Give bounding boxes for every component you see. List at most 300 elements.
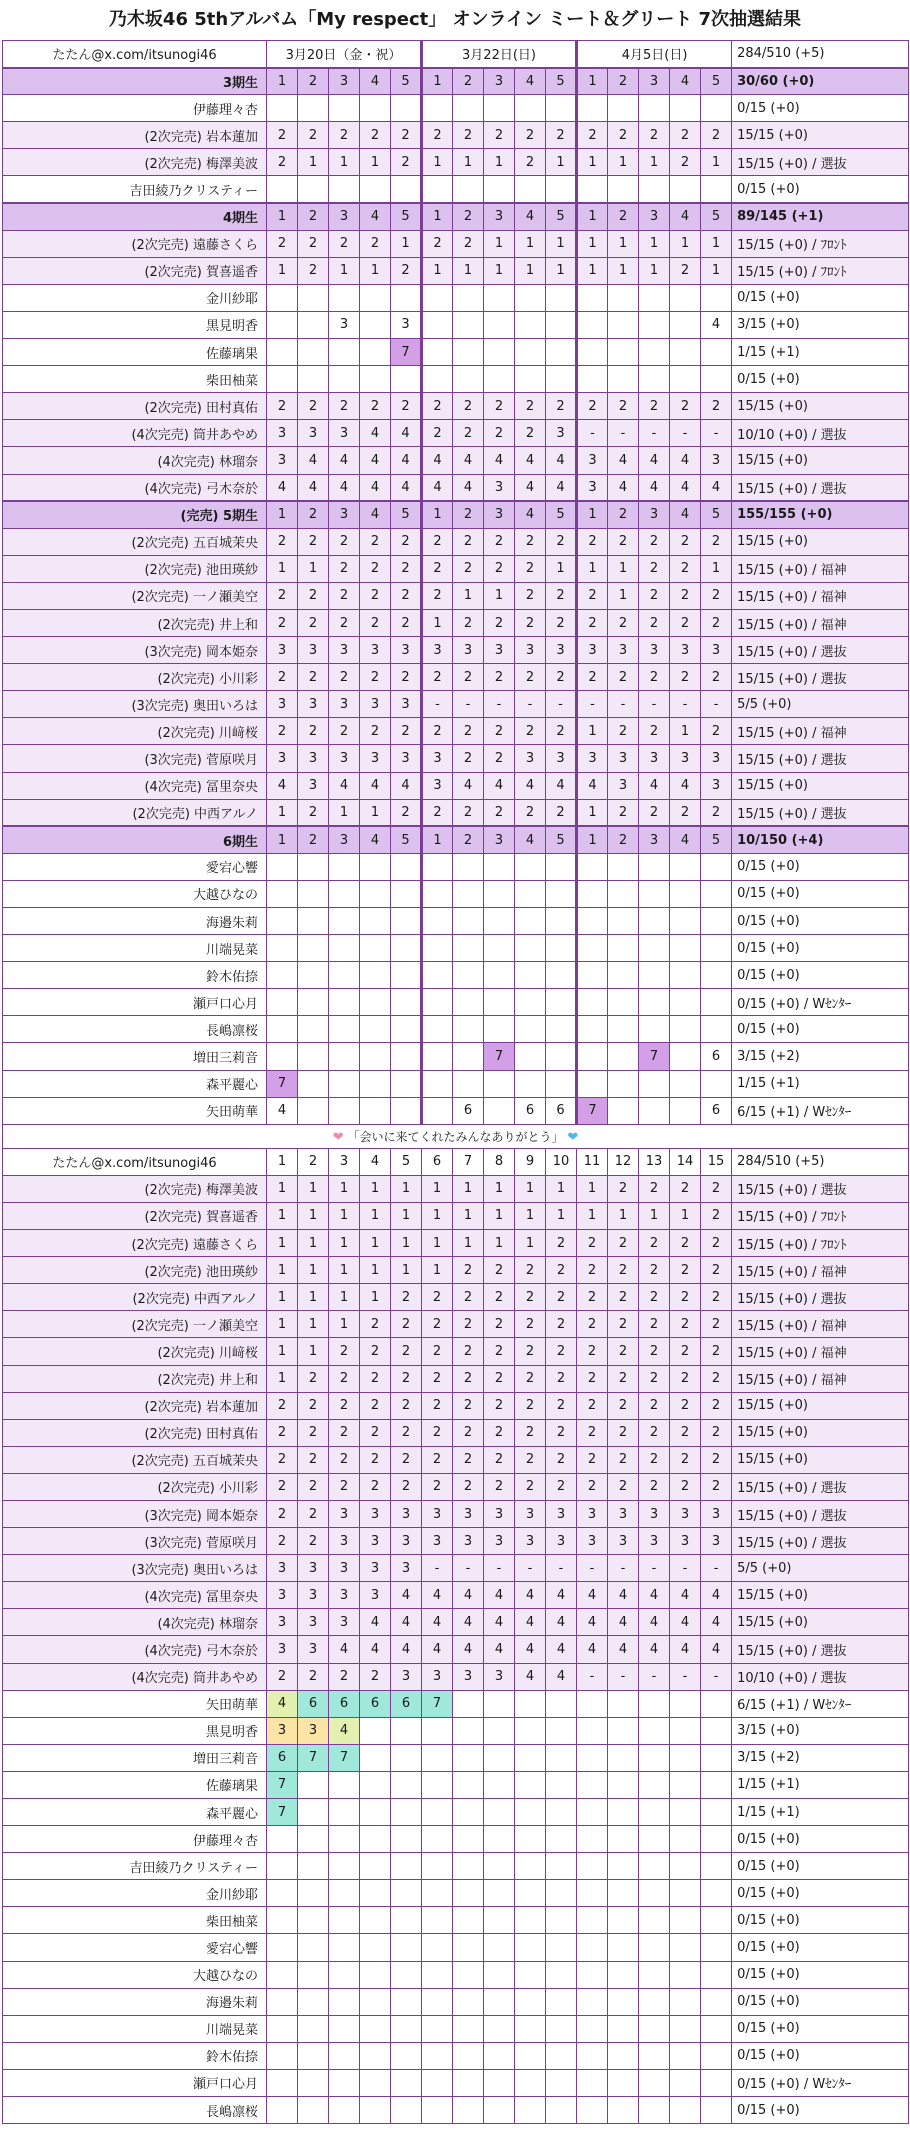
member-row bbox=[3, 1609, 909, 1636]
slot-cell: 2 bbox=[453, 1392, 484, 1419]
slot-cell bbox=[329, 1988, 360, 2015]
slot-cell: 2 bbox=[329, 555, 360, 582]
slot-cell bbox=[670, 853, 701, 880]
slot-cell: 6 bbox=[267, 1744, 298, 1771]
slot-cell: 1 bbox=[453, 257, 484, 284]
slot-cell bbox=[453, 908, 484, 935]
slot-cell: 2 bbox=[670, 1446, 701, 1473]
sales-status: 15/15 (+0) / ﾌﾛﾝﾄ bbox=[732, 230, 909, 257]
slot-cell: 2 bbox=[391, 1311, 422, 1338]
slot-cell: 2 bbox=[360, 1338, 391, 1365]
sales-status: 1/15 (+1) bbox=[732, 339, 909, 366]
slot-cell: 3 bbox=[639, 501, 670, 528]
slot-cell bbox=[453, 1961, 484, 1988]
slot-cell bbox=[546, 311, 577, 338]
member-name: (4次完売) 弓木奈於 bbox=[3, 1636, 267, 1663]
slot-cell bbox=[639, 962, 670, 989]
slot-cell bbox=[515, 1988, 546, 2015]
slot-cell: 2 bbox=[298, 826, 329, 853]
slot-cell bbox=[329, 989, 360, 1016]
slot-cell: - bbox=[546, 691, 577, 718]
slot-cell: 4 bbox=[267, 1690, 298, 1717]
member-row bbox=[3, 1016, 909, 1043]
slot-cell: 4 bbox=[391, 772, 422, 799]
sales-status: 15/15 (+0) bbox=[732, 447, 909, 474]
member-row bbox=[3, 2097, 909, 2124]
member-name: 4期生 bbox=[3, 203, 267, 230]
slot-cell: 7 bbox=[267, 1070, 298, 1097]
slot-number: 14 bbox=[670, 1148, 701, 1175]
slot-cell: 2 bbox=[608, 1446, 639, 1473]
slot-cell: 3 bbox=[453, 1500, 484, 1527]
slot-cell: - bbox=[670, 691, 701, 718]
slot-cell: 7 bbox=[577, 1097, 608, 1124]
slot-cell: 2 bbox=[422, 582, 453, 609]
slot-cell bbox=[484, 339, 515, 366]
slot-cell: - bbox=[577, 1663, 608, 1690]
slot-cell: 1 bbox=[298, 1230, 329, 1257]
slot-cell bbox=[329, 2097, 360, 2124]
sales-status: 15/15 (+0) / 福神 bbox=[732, 609, 909, 636]
slot-cell: 1 bbox=[608, 257, 639, 284]
slot-cell bbox=[484, 853, 515, 880]
slot-cell: 3 bbox=[701, 1528, 732, 1555]
slot-cell bbox=[453, 366, 484, 393]
slot-cell: 2 bbox=[298, 718, 329, 745]
slot-cell: 1 bbox=[577, 230, 608, 257]
slot-cell: - bbox=[577, 1555, 608, 1582]
slot-cell: 2 bbox=[701, 718, 732, 745]
order-header-row bbox=[3, 1148, 909, 1175]
sales-status: 15/15 (+0) bbox=[732, 393, 909, 420]
slot-cell: 4 bbox=[267, 1097, 298, 1124]
slot-cell: 2 bbox=[484, 555, 515, 582]
slot-cell: 5 bbox=[546, 501, 577, 528]
slot-cell bbox=[484, 1907, 515, 1934]
slot-cell bbox=[608, 176, 639, 203]
member-name: 増田三莉音 bbox=[3, 1043, 267, 1070]
slot-cell bbox=[391, 95, 422, 122]
slot-cell: 2 bbox=[329, 528, 360, 555]
sales-status: 15/15 (+0) / 福神 bbox=[732, 1365, 909, 1392]
account-label: たたん@x.com/itsunogi46 bbox=[3, 41, 267, 68]
member-name: (2次完売) 井上和 bbox=[3, 609, 267, 636]
member-name: 伊藤理々杏 bbox=[3, 1826, 267, 1853]
member-name: 金川紗耶 bbox=[3, 284, 267, 311]
slot-cell bbox=[329, 962, 360, 989]
slot-cell: 1 bbox=[360, 1257, 391, 1284]
slot-cell: 3 bbox=[329, 745, 360, 772]
slot-cell: 1 bbox=[577, 718, 608, 745]
slot-cell: 2 bbox=[453, 203, 484, 230]
slot-cell: 2 bbox=[267, 1446, 298, 1473]
slot-cell bbox=[546, 1717, 577, 1744]
slot-cell: 3 bbox=[546, 1528, 577, 1555]
slot-cell bbox=[639, 1097, 670, 1124]
slot-cell: 2 bbox=[267, 582, 298, 609]
slot-cell: - bbox=[484, 1555, 515, 1582]
member-name: (2次完売) 池田瑛紗 bbox=[3, 555, 267, 582]
slot-cell: 3 bbox=[484, 1528, 515, 1555]
member-row bbox=[3, 528, 909, 555]
slot-cell bbox=[546, 1961, 577, 1988]
slot-cell bbox=[515, 1799, 546, 1826]
slot-cell: 6 bbox=[360, 1690, 391, 1717]
slot-cell bbox=[546, 935, 577, 962]
slot-cell: 1 bbox=[329, 1311, 360, 1338]
slot-cell: 3 bbox=[360, 1500, 391, 1527]
slot-cell: 2 bbox=[298, 122, 329, 149]
slot-cell: 2 bbox=[422, 1338, 453, 1365]
slot-cell bbox=[546, 2069, 577, 2096]
slot-cell bbox=[360, 366, 391, 393]
slot-cell bbox=[484, 311, 515, 338]
slot-cell bbox=[608, 1799, 639, 1826]
slot-cell: 2 bbox=[422, 1419, 453, 1446]
slot-cell bbox=[422, 1771, 453, 1798]
slot-cell bbox=[546, 1880, 577, 1907]
slot-cell: 4 bbox=[360, 1636, 391, 1663]
slot-cell: 1 bbox=[298, 1311, 329, 1338]
slot-cell bbox=[608, 1744, 639, 1771]
slot-cell: 3 bbox=[670, 637, 701, 664]
slot-cell: 2 bbox=[670, 582, 701, 609]
slot-cell bbox=[484, 880, 515, 907]
slot-cell bbox=[670, 1799, 701, 1826]
slot-cell: 4 bbox=[639, 1609, 670, 1636]
slot-cell: 2 bbox=[360, 1473, 391, 1500]
slot-cell bbox=[298, 1771, 329, 1798]
member-name: (4次完売) 冨里奈央 bbox=[3, 1582, 267, 1609]
slot-cell bbox=[484, 95, 515, 122]
slot-cell: 2 bbox=[267, 1392, 298, 1419]
slot-cell: 4 bbox=[391, 1609, 422, 1636]
slot-cell bbox=[453, 1907, 484, 1934]
slot-cell bbox=[484, 1880, 515, 1907]
member-row bbox=[3, 1826, 909, 1853]
slot-cell bbox=[391, 1744, 422, 1771]
slot-cell: 4 bbox=[329, 474, 360, 501]
slot-cell: 2 bbox=[608, 203, 639, 230]
slot-cell: 4 bbox=[639, 474, 670, 501]
slot-cell: 4 bbox=[546, 1636, 577, 1663]
slot-cell: 2 bbox=[701, 1230, 732, 1257]
slot-cell bbox=[670, 1934, 701, 1961]
slot-cell: 3 bbox=[391, 1500, 422, 1527]
slot-cell: 3 bbox=[422, 1500, 453, 1527]
slot-cell: 2 bbox=[298, 501, 329, 528]
slot-cell bbox=[515, 339, 546, 366]
slot-cell bbox=[422, 1070, 453, 1097]
slot-cell bbox=[360, 1961, 391, 1988]
slot-cell bbox=[329, 284, 360, 311]
slot-cell bbox=[639, 1907, 670, 1934]
slot-cell bbox=[608, 1016, 639, 1043]
slot-cell: 2 bbox=[484, 1392, 515, 1419]
slot-cell: 4 bbox=[484, 1636, 515, 1663]
slot-cell: 6 bbox=[329, 1690, 360, 1717]
slot-cell: 1 bbox=[422, 149, 453, 176]
slot-cell: 2 bbox=[577, 122, 608, 149]
slot-number: 10 bbox=[546, 1148, 577, 1175]
slot-cell: - bbox=[639, 691, 670, 718]
slot-cell: 3 bbox=[577, 474, 608, 501]
slot-cell bbox=[329, 176, 360, 203]
slot-cell bbox=[577, 1934, 608, 1961]
slot-cell: 2 bbox=[484, 1446, 515, 1473]
slot-cell bbox=[391, 1070, 422, 1097]
slot-cell: 1 bbox=[639, 149, 670, 176]
slot-cell bbox=[515, 176, 546, 203]
slot-cell: 2 bbox=[391, 1365, 422, 1392]
slot-cell bbox=[515, 1826, 546, 1853]
member-row bbox=[3, 1257, 909, 1284]
sales-status: 15/15 (+0) / 選抜 bbox=[732, 1636, 909, 1663]
slot-cell: 2 bbox=[515, 393, 546, 420]
slot-cell bbox=[608, 853, 639, 880]
slot-cell bbox=[639, 1744, 670, 1771]
sales-status: 0/15 (+0) bbox=[732, 1853, 909, 1880]
slot-cell bbox=[267, 880, 298, 907]
slot-cell: 4 bbox=[391, 447, 422, 474]
slot-cell: 2 bbox=[329, 122, 360, 149]
slot-cell: 2 bbox=[515, 122, 546, 149]
slot-cell: 2 bbox=[701, 1338, 732, 1365]
slot-cell: 3 bbox=[546, 637, 577, 664]
slot-cell: 4 bbox=[515, 501, 546, 528]
slot-cell: 2 bbox=[577, 609, 608, 636]
member-name: (2次完売) 小川彩 bbox=[3, 664, 267, 691]
slot-cell: 2 bbox=[546, 799, 577, 826]
slot-cell: 1 bbox=[267, 1284, 298, 1311]
slot-cell: 2 bbox=[298, 528, 329, 555]
slot-cell: 3 bbox=[546, 420, 577, 447]
slot-cell: 2 bbox=[670, 1419, 701, 1446]
slot-cell: 3 bbox=[360, 1582, 391, 1609]
slot-cell bbox=[391, 1880, 422, 1907]
slot-cell: 2 bbox=[453, 1365, 484, 1392]
slot-cell bbox=[670, 311, 701, 338]
slot-cell bbox=[515, 1961, 546, 1988]
slot-cell bbox=[577, 962, 608, 989]
slot-cell: 2 bbox=[701, 1175, 732, 1202]
member-row bbox=[3, 2015, 909, 2042]
slot-cell bbox=[515, 1880, 546, 1907]
slot-cell: 6 bbox=[546, 1097, 577, 1124]
lottery-results-table bbox=[2, 40, 909, 2124]
slot-cell: 2 bbox=[391, 528, 422, 555]
slot-cell bbox=[515, 1907, 546, 1934]
member-row bbox=[3, 1097, 909, 1124]
slot-cell: 4 bbox=[639, 447, 670, 474]
slot-cell bbox=[484, 1744, 515, 1771]
member-name: 吉田綾乃クリスティー bbox=[3, 1853, 267, 1880]
member-row bbox=[3, 691, 909, 718]
slot-cell bbox=[360, 1826, 391, 1853]
slot-cell bbox=[453, 1016, 484, 1043]
slot-cell: 2 bbox=[267, 1500, 298, 1527]
member-row bbox=[3, 1070, 909, 1097]
slot-cell: 1 bbox=[453, 149, 484, 176]
sales-status: 15/15 (+0) / 福神 bbox=[732, 718, 909, 745]
slot-cell: 1 bbox=[484, 1175, 515, 1202]
slot-cell: 4 bbox=[670, 1636, 701, 1663]
slot-cell bbox=[701, 853, 732, 880]
slot-cell bbox=[515, 2015, 546, 2042]
slot-cell: 6 bbox=[453, 1097, 484, 1124]
slot-cell bbox=[608, 1070, 639, 1097]
sales-status: 15/15 (+0) / ﾌﾛﾝﾄ bbox=[732, 257, 909, 284]
slot-cell: 2 bbox=[670, 122, 701, 149]
slot-cell: 3 bbox=[298, 691, 329, 718]
slot-cell: 4 bbox=[515, 1582, 546, 1609]
slot-cell bbox=[608, 311, 639, 338]
member-name: 矢田萌華 bbox=[3, 1097, 267, 1124]
slot-cell bbox=[701, 1853, 732, 1880]
slot-cell: 2 bbox=[329, 1365, 360, 1392]
slot-cell bbox=[484, 1799, 515, 1826]
slot-cell: 2 bbox=[701, 582, 732, 609]
sales-status: 10/10 (+0) / 選抜 bbox=[732, 420, 909, 447]
member-name: (2次完売) 中西アルノ bbox=[3, 1284, 267, 1311]
slot-cell bbox=[298, 176, 329, 203]
slot-cell bbox=[608, 1907, 639, 1934]
slot-cell bbox=[422, 1799, 453, 1826]
slot-cell bbox=[360, 1799, 391, 1826]
slot-cell bbox=[577, 2015, 608, 2042]
slot-cell: 4 bbox=[515, 474, 546, 501]
slot-cell: 3 bbox=[453, 637, 484, 664]
slot-cell bbox=[577, 880, 608, 907]
slot-cell bbox=[267, 2069, 298, 2096]
member-row bbox=[3, 664, 909, 691]
slot-cell: 2 bbox=[422, 1311, 453, 1338]
slot-cell bbox=[329, 1907, 360, 1934]
slot-cell: 2 bbox=[453, 528, 484, 555]
slot-cell bbox=[329, 339, 360, 366]
slot-cell: 7 bbox=[267, 1771, 298, 1798]
member-row bbox=[3, 1338, 909, 1365]
slot-cell: 4 bbox=[360, 826, 391, 853]
slot-cell: 2 bbox=[298, 609, 329, 636]
slot-cell: 2 bbox=[484, 799, 515, 826]
slot-cell bbox=[453, 1853, 484, 1880]
slot-cell bbox=[639, 1771, 670, 1798]
sales-status: 15/15 (+0) / ﾌﾛﾝﾄ bbox=[732, 1230, 909, 1257]
member-row bbox=[3, 1744, 909, 1771]
slot-cell bbox=[484, 962, 515, 989]
slot-cell: 1 bbox=[577, 799, 608, 826]
slot-cell: 2 bbox=[670, 149, 701, 176]
slot-cell bbox=[422, 95, 453, 122]
slot-cell bbox=[391, 176, 422, 203]
slot-cell bbox=[391, 1016, 422, 1043]
slot-cell bbox=[670, 989, 701, 1016]
slot-cell: - bbox=[546, 1555, 577, 1582]
slot-cell: 4 bbox=[701, 1636, 732, 1663]
slot-cell: 1 bbox=[267, 799, 298, 826]
slot-cell bbox=[422, 2069, 453, 2096]
slot-cell: 3 bbox=[639, 203, 670, 230]
slot-cell: 4 bbox=[422, 474, 453, 501]
slot-cell bbox=[298, 2015, 329, 2042]
slot-cell: 3 bbox=[360, 637, 391, 664]
slot-cell: 2 bbox=[329, 1338, 360, 1365]
slot-cell: 4 bbox=[577, 772, 608, 799]
slot-cell bbox=[391, 1853, 422, 1880]
slot-cell: 1 bbox=[546, 257, 577, 284]
slot-cell: 2 bbox=[391, 1446, 422, 1473]
slot-cell bbox=[546, 1853, 577, 1880]
slot-number: 9 bbox=[515, 1148, 546, 1175]
slot-cell: 2 bbox=[329, 1473, 360, 1500]
slot-cell bbox=[546, 1016, 577, 1043]
slot-cell: 3 bbox=[577, 637, 608, 664]
slot-cell: 2 bbox=[298, 1663, 329, 1690]
slot-cell: 4 bbox=[422, 1636, 453, 1663]
slot-cell: 3 bbox=[329, 420, 360, 447]
slot-cell bbox=[608, 2015, 639, 2042]
slot-cell: 2 bbox=[639, 609, 670, 636]
slot-cell: 4 bbox=[453, 1609, 484, 1636]
slot-cell: 2 bbox=[515, 149, 546, 176]
slot-cell: 2 bbox=[515, 664, 546, 691]
slot-cell bbox=[577, 284, 608, 311]
slot-cell: 2 bbox=[577, 1446, 608, 1473]
slot-cell: 2 bbox=[329, 582, 360, 609]
slot-cell: 2 bbox=[608, 826, 639, 853]
slot-cell: 4 bbox=[298, 474, 329, 501]
slot-cell bbox=[360, 95, 391, 122]
slot-cell: 1 bbox=[577, 257, 608, 284]
slot-cell: 1 bbox=[484, 149, 515, 176]
slot-cell: 2 bbox=[422, 1284, 453, 1311]
slot-cell bbox=[329, 1043, 360, 1070]
slot-cell: 1 bbox=[267, 257, 298, 284]
slot-cell: 2 bbox=[639, 1230, 670, 1257]
slot-cell: 2 bbox=[577, 528, 608, 555]
member-name: 大越ひなの bbox=[3, 880, 267, 907]
slot-cell: 4 bbox=[453, 447, 484, 474]
slot-cell bbox=[360, 1880, 391, 1907]
slot-cell: 2 bbox=[670, 1284, 701, 1311]
slot-cell bbox=[701, 908, 732, 935]
slot-cell: 3 bbox=[267, 1609, 298, 1636]
slot-cell bbox=[329, 1853, 360, 1880]
slot-cell: 4 bbox=[298, 447, 329, 474]
slot-cell bbox=[360, 908, 391, 935]
slot-cell bbox=[298, 1016, 329, 1043]
slot-cell: 5 bbox=[391, 68, 422, 95]
slot-cell bbox=[329, 2042, 360, 2069]
slot-cell: 3 bbox=[298, 1609, 329, 1636]
slot-cell bbox=[577, 989, 608, 1016]
slot-cell: 2 bbox=[422, 393, 453, 420]
slot-cell: 1 bbox=[329, 1284, 360, 1311]
member-row bbox=[3, 1528, 909, 1555]
slot-cell bbox=[670, 1988, 701, 2015]
slot-cell: 2 bbox=[546, 1419, 577, 1446]
slot-cell bbox=[546, 366, 577, 393]
slot-cell bbox=[701, 1988, 732, 2015]
slot-cell: 2 bbox=[577, 1338, 608, 1365]
slot-cell: 1 bbox=[422, 1230, 453, 1257]
slot-cell: 2 bbox=[298, 664, 329, 691]
slot-cell bbox=[360, 2069, 391, 2096]
slot-cell: 2 bbox=[267, 528, 298, 555]
slot-cell bbox=[391, 1934, 422, 1961]
slot-cell: 3 bbox=[608, 637, 639, 664]
